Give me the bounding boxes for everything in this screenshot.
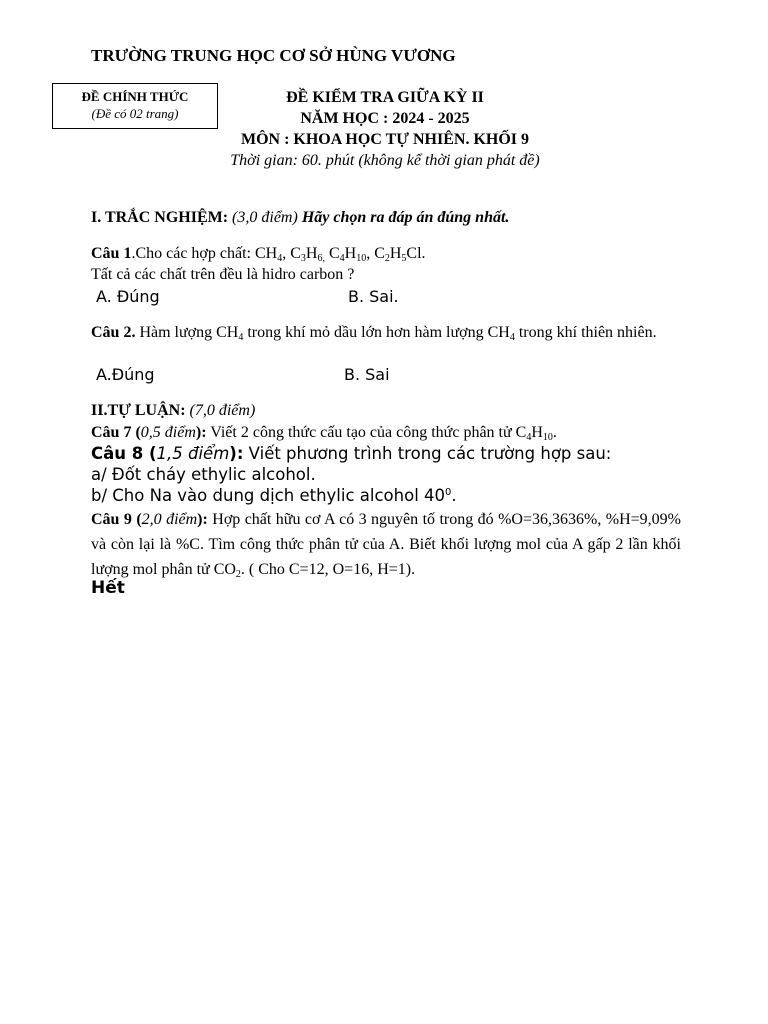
question-9-text: Hợp chất hữu cơ A có 3 nguyên tố trong đó %O=36,3636%, %H=9,09% và còn lại là %C. Tìm công thức phân tử của A. Biết khối lượng mol của A gấp 2 lần khối lượng mol phân tử CO — [91, 511, 681, 578]
subscript: 10 — [356, 253, 367, 264]
section-2-points: (7,0 điểm) — [185, 402, 256, 419]
end-label: Hết — [91, 578, 125, 598]
question-1-option-a[interactable]: A. Đúng — [96, 287, 160, 306]
section-1-heading — [91, 209, 509, 227]
subscript: 3 — [300, 253, 306, 264]
question-8-text: Viết phương trình trong các trường hợp sau: — [243, 444, 612, 463]
question-9-label-close: ): — [197, 511, 208, 528]
time-note: Thời gian: 60. phút (không kể thời gian phát đề) — [230, 152, 540, 169]
question-7-text: H — [531, 424, 543, 441]
subscript: 5 — [401, 253, 407, 264]
section-1-instruction: Hãy chọn ra đáp án đúng nhất. — [301, 209, 510, 226]
school-name: TRƯỜNG TRUNG HỌC CƠ SỞ HÙNG VƯƠNG — [91, 46, 456, 65]
question-1-text: C — [324, 245, 340, 262]
question-8-part-b-text: . — [451, 486, 457, 505]
official-label: ĐỀ CHÍNH THỨC — [81, 89, 189, 104]
question-2-text: trong khí thiên nhiên. — [514, 324, 657, 341]
question-7-points: 0,5 điểm — [140, 424, 196, 441]
section-1-title: I. TRẮC NGHIỆM: — [91, 209, 229, 226]
subscript: 4 — [238, 332, 244, 343]
question-1-label: Câu 1 — [91, 245, 132, 262]
question-1-text: .Cho các hợp chất: CH — [131, 245, 278, 262]
subscript: 10 — [542, 432, 553, 443]
school-year: NĂM HỌC : 2024 - 2025 — [300, 110, 470, 127]
pages-note: (Đề có 02 trang) — [91, 106, 179, 121]
question-8-points: 1,5 điểm — [156, 444, 230, 463]
section-1-points: (3,0 điểm) — [232, 209, 298, 226]
question-2-text: Hàm lượng CH — [135, 324, 239, 341]
question-2-label: Câu 2. — [91, 324, 136, 341]
question-2-option-b[interactable]: B. Sai — [344, 365, 390, 384]
subscript: 4 — [526, 432, 532, 443]
question-9 — [91, 507, 681, 582]
question-2 — [91, 322, 681, 343]
question-8-part-b — [91, 486, 457, 505]
question-7-label: Câu 7 ( — [91, 424, 141, 441]
subscript: 2 — [384, 253, 390, 264]
question-7-text: Viết 2 công thức cấu tạo của công thức phân tử C — [206, 424, 527, 441]
question-8-part-b-text: b/ Cho Na vào dung dịch ethylic alcohol 40 — [91, 486, 446, 505]
superscript: 0 — [445, 487, 452, 498]
question-8 — [91, 444, 611, 463]
subscript: 6, — [317, 253, 325, 264]
question-1-text: , C — [282, 245, 301, 262]
subscript: 4 — [339, 253, 345, 264]
question-7-text: . — [552, 424, 557, 441]
question-7 — [91, 424, 557, 442]
question-1-text: H — [389, 245, 402, 262]
question-2-option-a[interactable]: A.Đúng — [96, 365, 155, 384]
question-1-text: H — [305, 245, 318, 262]
question-9-label: Câu 9 ( — [91, 511, 142, 528]
question-8-label: Câu 8 ( — [91, 444, 157, 463]
subscript: 4 — [509, 332, 515, 343]
question-7-label-close: ): — [195, 424, 207, 441]
question-9-points: 2,0 điểm — [141, 511, 198, 528]
subscript: 4 — [277, 253, 283, 264]
question-1-line-2: Tất cả các chất trên đều là hidro carbon ? — [91, 266, 355, 283]
question-1-text: H — [344, 245, 357, 262]
question-1-option-b[interactable]: B. Sai. — [348, 287, 399, 306]
section-2-title: II.TỰ LUẬN: — [91, 402, 186, 419]
section-2-heading — [91, 402, 255, 420]
subscript: 2 — [235, 569, 241, 580]
subject-line: MÔN : KHOA HỌC TỰ NHIÊN. KHỐI 9 — [240, 131, 529, 148]
question-2-text: trong khí mỏ dầu lớn hơn hàm lượng CH — [243, 324, 510, 341]
exam-title: ĐỀ KIỂM TRA GIỮA KỲ II — [286, 89, 484, 106]
question-9-text: . ( Cho C=12, O=16, H=1). — [240, 561, 416, 578]
question-1 — [91, 245, 426, 263]
question-1-text: , C — [366, 245, 385, 262]
question-8-label-close: ): — [229, 444, 244, 463]
question-1-text: Cl. — [406, 245, 426, 262]
question-8-part-a: a/ Đốt cháy ethylic alcohol. — [91, 465, 316, 484]
